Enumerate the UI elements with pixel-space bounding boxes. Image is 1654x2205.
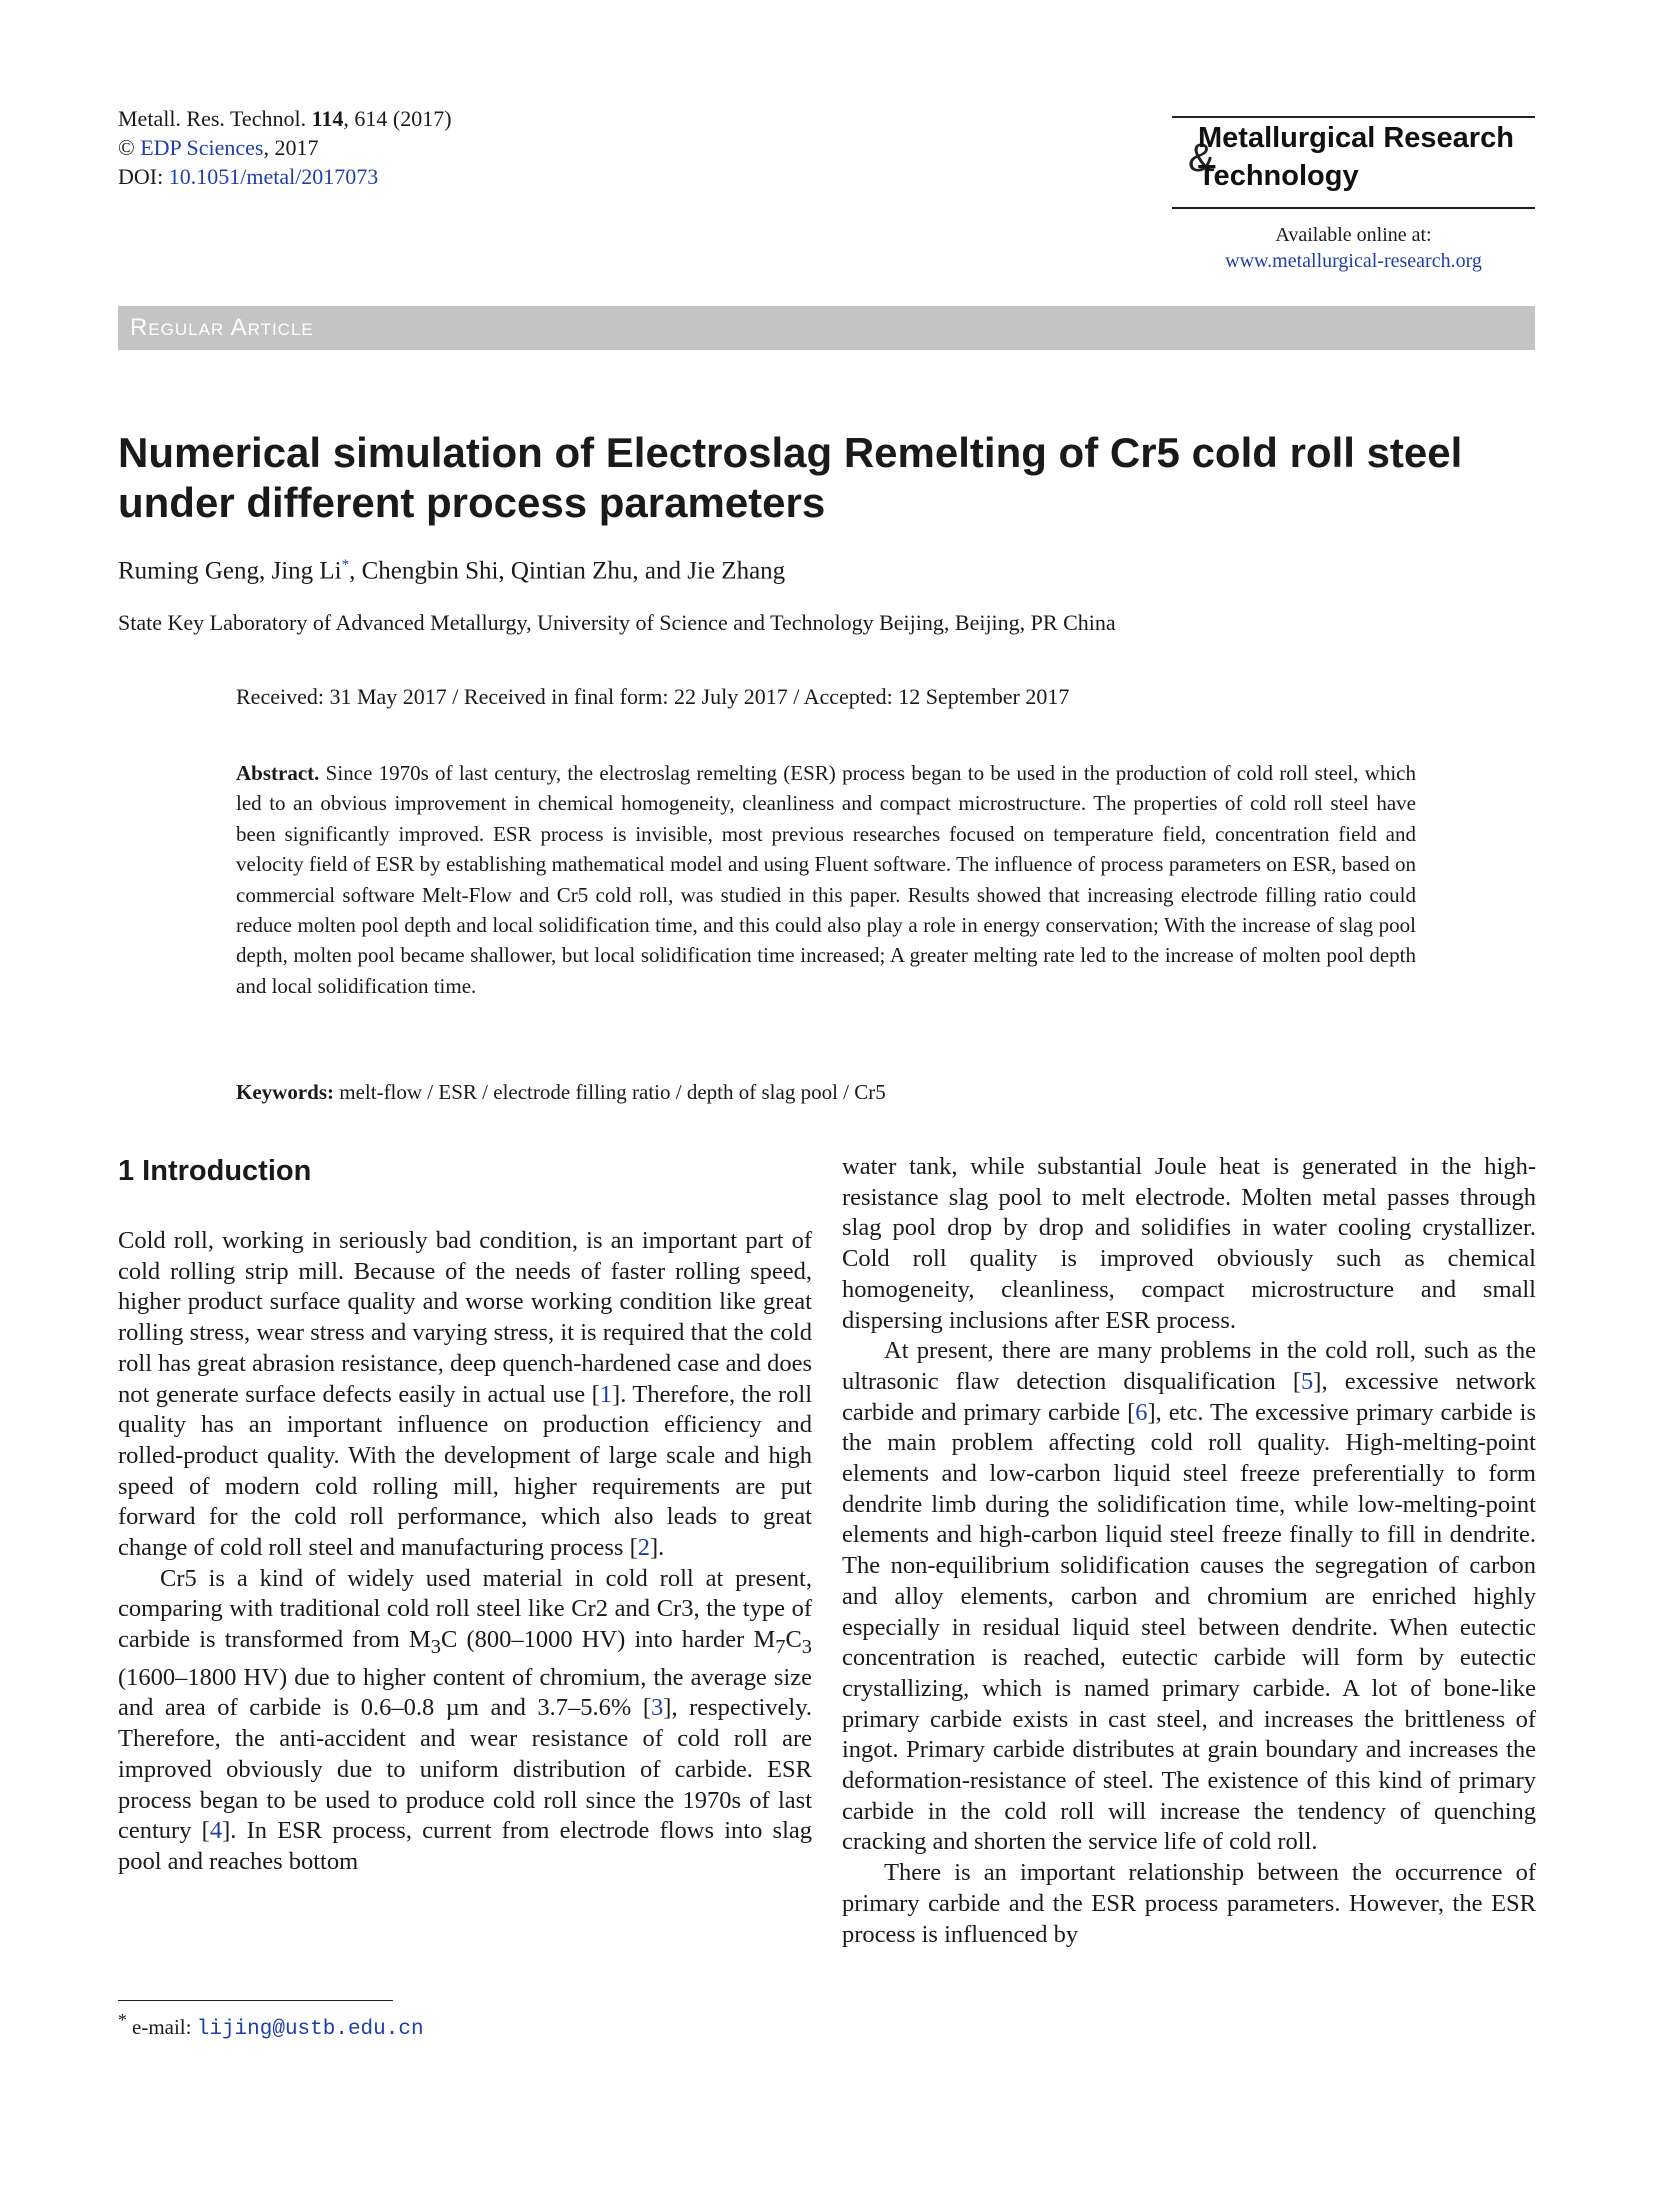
doi-link[interactable]: 10.1051/metal/2017073 xyxy=(168,164,379,189)
text-run: Cold roll, working in seriously bad condition, is an important part of cold rolling strip mill. Because of the needs of faster rolling speed, higher product surface quality and worse working condition like great rolling stress, wear stress and varying stress, it is required that the cold roll has great abrasion resistance, deep quench-hardened case and does not generate surface defects easily in actual use [ xyxy=(118,1227,812,1408)
text-run: At present, there are many problems in the cold roll, such as the ultrasonic flaw detection disqualification [ xyxy=(842,1337,1536,1395)
keywords-text: melt-flow / ESR / electrode filling ratio / depth of slag pool / Cr5 xyxy=(334,1080,886,1104)
subscript: 3 xyxy=(430,1636,441,1659)
text-run: ]. Therefore, the roll quality has an important influence on production efficiency and rolled-product quality. With the development of large scale and high speed of modern cold rolling mill, higher requirements are put forward for the cold roll performance, which also leads to great change of cold roll steel and manufacturing process [ xyxy=(118,1380,813,1562)
citation-link[interactable]: 2 xyxy=(637,1534,651,1562)
paragraph: water tank, while substantial Joule heat is generated in the high-resistance slag pool to melt electrode. Molten metal passes through slag pool drop by drop and solidifies in water cooling crystallizer. Cold roll quality is improved obviously such as chemical homogeneity, cleanliness, compact microstructure and small dispersing inclusions after ESR process. xyxy=(842,1153,1536,1334)
logo-ampersand: & xyxy=(1188,136,1215,180)
text-run: ]. In ESR process, current from electrode flows into slag pool and reaches bottom xyxy=(118,1817,813,1875)
text-run: ], excessive network carbide and primary carbide [ xyxy=(842,1367,1536,1426)
paragraph xyxy=(118,1226,812,1564)
email-link[interactable]: lijing@ustb.edu.cn xyxy=(196,2018,424,2041)
keywords-label: Keywords: xyxy=(236,1080,334,1104)
keywords xyxy=(236,1080,886,1105)
text-run: C (800–1000 HV) into harder M xyxy=(441,1626,776,1654)
citation-link[interactable]: 3 xyxy=(651,1694,664,1722)
logo-rule-top xyxy=(1172,116,1535,118)
publication-dates: Received: 31 May 2017 / Received in final form: 22 July 2017 / Accepted: 12 September 2017 xyxy=(236,684,1070,709)
abstract-text: Since 1970s of last century, the electroslag remelting (ESR) process began to be used in the production of cold roll steel, which led to an obvious improvement in chemical homogeneity, cleanliness and compact microstructure. The properties of cold roll steel have been significantly improved. ESR process is invisible, most previous researches focused on temperature field, concentration field and velocity field of ESR by establishing mathematical model and using Fluent software. The influence of process parameters on ESR, based on commercial software Melt-Flow and Cr5 cold roll, was studied in this paper. Results showed that increasing electrode filling ratio could reduce molten pool depth and local solidification time, and this could also play a role in energy conservation; With the increase of slag pool depth, molten pool became shallower, but local solidification time increased; A greater melting rate led to the increase of molten pool depth and local solidification time. xyxy=(236,761,1416,998)
copyright-line xyxy=(118,133,452,162)
footnote-rule xyxy=(118,2000,393,2001)
citation-link[interactable]: 1 xyxy=(599,1380,613,1408)
email-label: e-mail: xyxy=(126,2015,197,2039)
corresponding-author-mark[interactable]: * xyxy=(341,557,350,573)
paragraph xyxy=(118,1564,812,1878)
logo-rule-bottom xyxy=(1172,207,1535,209)
authors-part-2: , Chengbin Shi, Qintian Zhu, and Jie Zhang xyxy=(349,557,786,585)
footnote-mark: * xyxy=(118,2010,127,2030)
logo-line-1: Metallurgical Research xyxy=(1198,122,1514,154)
available-online-label: Available online at: xyxy=(1275,224,1432,246)
copyright-symbol: © xyxy=(118,135,141,160)
author-list xyxy=(118,557,785,585)
article-type-label: Regular Article xyxy=(130,314,314,341)
abstract-label: Abstract. xyxy=(236,761,320,785)
citation-line xyxy=(118,104,452,133)
publisher-link[interactable]: EDP Sciences xyxy=(140,135,264,160)
citation-link[interactable]: 4 xyxy=(209,1817,223,1845)
footnote xyxy=(118,2010,424,2041)
left-column xyxy=(118,1226,812,1878)
section-heading-introduction: 1 Introduction xyxy=(118,1155,312,1187)
citation-link[interactable]: 5 xyxy=(1301,1367,1314,1395)
text-run: ], respectively. Therefore, the anti-accident and wear resistance of cold roll are improved obviously due to uniform distribution of carbide. ESR process began to be used to produce cold roll since the 1970s of last century [ xyxy=(118,1694,813,1845)
authors-part-1: Ruming Geng, Jing Li xyxy=(118,557,342,585)
abstract xyxy=(236,758,1416,1001)
volume-number: 114 xyxy=(311,106,344,131)
citation-block xyxy=(118,104,452,191)
doi-label: DOI: xyxy=(118,164,169,189)
logo-line-2: Technology xyxy=(1198,160,1359,192)
paragraph: There is an important relationship between the occurrence of primary carbide and the ESR process parameters. However, the ESR process is influenced by xyxy=(842,1859,1536,1948)
right-column xyxy=(842,1152,1536,1950)
article-number: , 614 (2017) xyxy=(343,106,452,131)
availability-block xyxy=(1172,222,1535,274)
citation-link[interactable]: 6 xyxy=(1135,1398,1148,1426)
subscript: 3 xyxy=(801,1636,812,1659)
text-run: (1600–1800 HV) due to higher content of chromium, the average size and area of carbide is 0.6–0.8 µm and 3.7–5.6% [ xyxy=(118,1663,812,1722)
journal-url-link[interactable]: www.metallurgical-research.org xyxy=(1225,250,1482,272)
paragraph xyxy=(842,1336,1536,1858)
journal-logo xyxy=(1188,122,1538,206)
text-run: ], etc. The excessive primary carbide is the main problem affecting cold roll quality. High-melting-point elements and low-carbon liquid steel freeze preferentially to form dendrite limb during the solidification time, while low-melting-point elements and high-carbon liquid steel freeze finally to fill in dendrite. The non-equilibrium solidification causes the segregation of carbon and alloy elements, carbon and chromium are enriched highly especially in residual liquid steel between dendrite. When eutectic concentration is reached, eutectic carbide will form by eutectic crystallizing, which is named primary carbide. A lot of bone-like primary carbide exists in cast steel, and increases the brittleness of ingot. Primary carbide distributes at grain boundary and increases the deformation-resistance of steel. The existence of this kind of primary carbide in the cold roll will increase the tendency of quenching cracking and shorten the service life of cold roll. xyxy=(842,1398,1536,1856)
text-run: Cr5 is a kind of widely used material in cold roll at present, comparing with traditional cold roll steel like Cr2 and Cr3, the type of carbide is transformed from M xyxy=(118,1564,812,1654)
copyright-year: , 2017 xyxy=(263,135,319,160)
doi-line xyxy=(118,162,452,191)
affiliation: State Key Laboratory of Advanced Metallurgy, University of Science and Technology Beijing, Beijing, PR China xyxy=(118,610,1116,635)
subscript: 7 xyxy=(775,1636,786,1659)
article-title: Numerical simulation of Electroslag Remelting of Cr5 cold roll steel under different process parameters xyxy=(118,429,1463,526)
text-run: C xyxy=(785,1626,802,1654)
text-run: ]. xyxy=(650,1534,665,1562)
article-type-band xyxy=(118,306,1535,350)
journal-abbrev: Metall. Res. Technol. xyxy=(118,106,312,131)
